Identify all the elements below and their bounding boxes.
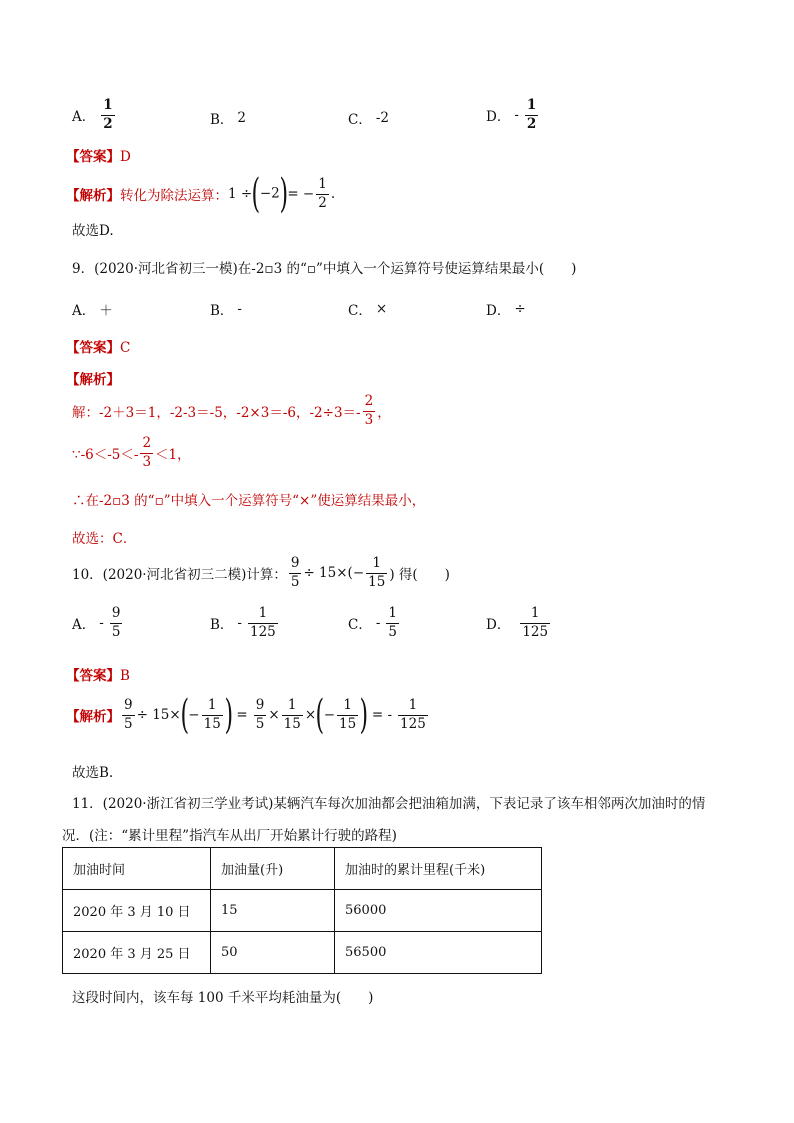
fraction	[289, 556, 302, 590]
numerator: 9	[111, 605, 121, 621]
denominator: 2	[526, 115, 537, 132]
denominator: 2	[318, 194, 327, 211]
table-header-row	[63, 848, 542, 890]
denominator: 5	[124, 715, 133, 732]
denominator: 125	[400, 715, 426, 732]
denominator: 125	[522, 623, 549, 640]
denominator: 5	[388, 623, 397, 640]
table-cell: 15	[211, 890, 335, 932]
stem-text: ) 得( )	[389, 567, 450, 584]
equals-sign: = −	[287, 186, 315, 202]
q10-conclusion: 故选B.	[72, 765, 114, 781]
denominator: 15	[368, 573, 386, 590]
numerator: 9	[290, 555, 300, 571]
table-cell: 56500	[335, 932, 542, 974]
equals-sign: =	[236, 707, 248, 723]
option-letter: C．	[348, 303, 372, 319]
option-text: 2	[237, 110, 247, 126]
q8-option-b	[210, 108, 246, 128]
numerator: 1	[408, 696, 418, 713]
q8-conclusion: 故选D.	[72, 223, 114, 239]
q11-question: 这段时间内，该车每 100 千米平均耗油量为( )	[72, 990, 374, 1006]
numerator: 1	[530, 605, 540, 621]
left-paren: (	[180, 692, 189, 738]
equals-sign: = -	[371, 707, 393, 723]
q9-stem: 9．(2020·河北省初三一模)在-2▫3 的“▫”中填入一个运算符号使运算结果最小( )	[72, 261, 577, 277]
q8-option-c	[348, 108, 389, 128]
fraction	[398, 698, 428, 732]
q9-option-a	[72, 299, 113, 319]
operator: ×	[268, 707, 280, 723]
right-paren: )	[359, 692, 369, 738]
operator: ×	[304, 707, 317, 723]
q9-option-c	[348, 299, 387, 319]
fraction	[101, 98, 114, 132]
q10-stem	[72, 556, 450, 590]
fraction	[202, 698, 223, 732]
denominator: 5	[290, 573, 300, 590]
numerator: 1	[318, 175, 327, 192]
paren-value: −2	[259, 185, 280, 202]
table-header-cell: 加油时的累计里程(千米)	[335, 848, 542, 890]
answer-tag: 【答案】	[66, 340, 120, 356]
step-text: 解：-2＋3＝1，-2-3＝-5，-2×3＝-6，-2÷3＝-	[72, 405, 361, 422]
q9-conclusion: 故选：C．	[72, 531, 137, 547]
numerator: 1	[372, 555, 382, 571]
option-letter: A．	[72, 109, 96, 126]
fraction	[316, 177, 329, 211]
numerator: 9	[255, 696, 265, 713]
fraction	[122, 698, 135, 732]
fuel-table	[62, 847, 542, 974]
fraction	[254, 698, 267, 732]
right-paren: )	[224, 692, 233, 738]
option-sign: -	[375, 615, 381, 632]
fraction	[525, 98, 538, 132]
q9-option-b	[210, 299, 242, 319]
q9-step3: ∴在-2▫3 的“▫”中填入一个运算符号“×”使运算结果最小，	[72, 493, 426, 509]
answer-value: B	[120, 668, 130, 684]
analysis-tag: 【解析】	[66, 188, 120, 204]
operator: ÷ 15×	[136, 707, 181, 723]
q9-answer	[66, 336, 130, 356]
fraction	[366, 556, 387, 590]
fraction	[248, 606, 278, 640]
numerator: 1	[103, 97, 113, 113]
option-letter: A．	[72, 617, 96, 634]
q9-step2	[72, 436, 191, 470]
numerator: 9	[124, 696, 133, 713]
option-sign: -	[99, 615, 104, 632]
q10-option-b	[210, 606, 280, 640]
fraction	[386, 606, 399, 640]
numerator: 1	[388, 605, 397, 621]
denominator: 3	[364, 411, 374, 428]
fraction	[110, 606, 123, 640]
denominator: 2	[103, 115, 113, 132]
option-text: ＋	[99, 303, 113, 319]
answer-value: C	[120, 340, 131, 356]
denominator: 125	[249, 623, 276, 640]
option-text: -	[237, 301, 242, 317]
answer-tag: 【答案】	[66, 668, 120, 684]
analysis-tag: 【解析】	[66, 372, 120, 388]
left-paren: (	[315, 692, 325, 738]
option-letter: D．	[486, 617, 511, 634]
option-letter: D．	[486, 109, 511, 126]
option-sign: -	[514, 107, 519, 124]
minus-sign: −	[188, 707, 200, 723]
q9-step1	[72, 394, 391, 428]
table-cell: 2020 年 3 月 25 日	[63, 932, 211, 974]
minus-sign: −	[323, 707, 336, 723]
table-cell: 56000	[335, 890, 542, 932]
denominator: 15	[203, 715, 221, 732]
fraction	[520, 606, 550, 640]
paren-group: (−2)	[251, 171, 288, 217]
q10-analysis	[66, 692, 430, 738]
option-letter: D．	[486, 303, 511, 319]
fraction	[363, 394, 376, 428]
q10-answer	[66, 664, 130, 684]
denominator: 5	[111, 623, 121, 640]
q10-option-c	[348, 606, 401, 640]
fraction	[337, 698, 358, 732]
numerator: 1	[343, 696, 352, 713]
q11-stem-line2: 况．(注：“累计里程”指汽车从出厂开始累计行驶的路程)	[62, 828, 397, 844]
q9-option-d	[486, 299, 526, 319]
numerator: 1	[526, 97, 537, 113]
numerator: 1	[287, 696, 297, 713]
table-header-cell: 加油量(升)	[211, 848, 335, 890]
option-text: ÷	[514, 301, 526, 317]
option-letter: B．	[210, 617, 234, 634]
table-header-cell: 加油时间	[63, 848, 211, 890]
stem-text: ÷ 15×(−	[303, 565, 365, 582]
option-text: -2	[375, 110, 389, 126]
q8-analysis	[66, 171, 336, 217]
numerator: 1	[258, 605, 268, 621]
step-end: ，	[377, 405, 391, 422]
numerator: 2	[142, 435, 152, 451]
q11-stem-line1: 11．(2020·浙江省初三学业考试)某辆汽车每次加油都会把油箱加满，下表记录了该车相邻两次加油时的情	[72, 796, 706, 812]
denominator: 15	[339, 715, 357, 732]
option-letter: B．	[210, 112, 234, 128]
table-cell: 2020 年 3 月 10 日	[63, 890, 211, 932]
q8-option-d	[486, 98, 540, 132]
table-row	[63, 932, 542, 974]
answer-value: D	[120, 149, 131, 165]
numerator: 1	[207, 696, 217, 713]
q10-option-d	[486, 606, 552, 640]
step-text: ＜1，	[155, 447, 191, 464]
analysis-expr: 1 ÷	[228, 186, 253, 202]
option-letter: A．	[72, 303, 96, 319]
denominator: 3	[142, 453, 152, 470]
fraction	[282, 698, 303, 732]
table-row	[63, 890, 542, 932]
table-cell: 50	[211, 932, 335, 974]
fraction	[140, 436, 153, 470]
option-sign: -	[237, 615, 242, 632]
numerator: 2	[364, 393, 374, 409]
answer-tag: 【答案】	[66, 149, 120, 165]
q10-option-a	[72, 606, 124, 640]
stem-text: 10．(2020·河北省初三二模)计算：	[72, 567, 287, 584]
period: .	[330, 186, 336, 202]
q9-analysis-tag	[66, 368, 120, 388]
option-letter: C．	[348, 112, 372, 128]
analysis-tag: 【解析】	[66, 709, 120, 725]
option-text: ×	[375, 301, 388, 317]
q8-option-a	[72, 98, 117, 132]
option-letter: B．	[210, 303, 234, 319]
denominator: 15	[283, 715, 301, 732]
q8-answer	[66, 145, 131, 165]
step-text: ∵-6＜-5＜-	[72, 447, 139, 464]
denominator: 5	[255, 715, 265, 732]
option-letter: C．	[348, 617, 372, 634]
analysis-text: 转化为除法运算：	[120, 188, 228, 204]
